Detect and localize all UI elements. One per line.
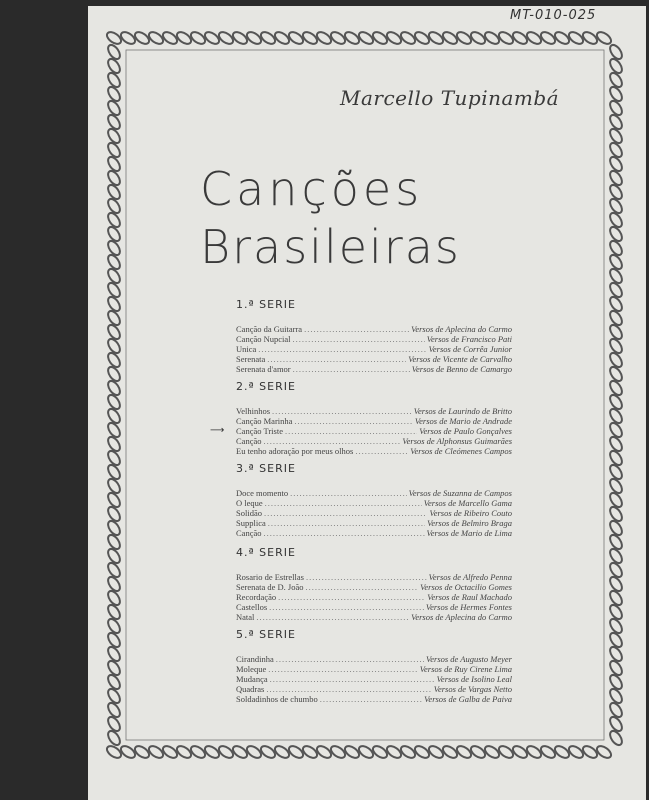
border-link <box>217 30 235 47</box>
border-link <box>203 744 221 761</box>
border-link <box>106 141 123 159</box>
border-link <box>608 169 625 187</box>
border-link <box>427 744 445 761</box>
list-item <box>236 334 512 344</box>
serie-heading: 2.ª SERIE <box>236 380 296 393</box>
verse-author: Versos de Benno de Camargo <box>411 364 512 374</box>
list-item <box>236 694 512 704</box>
list-item <box>236 416 512 426</box>
verse-author: Versos de Corrêa Junior <box>428 344 512 354</box>
border-link <box>106 519 123 537</box>
verse-author: Versos de Mario de Andrade <box>414 416 512 426</box>
border-link <box>413 744 431 761</box>
border-link <box>371 744 389 761</box>
border-link <box>608 43 625 61</box>
song-title: Solidão <box>236 508 262 518</box>
border-link <box>371 30 389 47</box>
list-item <box>236 344 512 354</box>
verse-author: Versos de Paulo Gonçalves <box>419 426 512 436</box>
verse-author: Versos de Suzanna de Campos <box>408 488 512 498</box>
list-item <box>236 572 512 582</box>
border-link <box>608 477 625 495</box>
border-link <box>273 744 291 761</box>
border-link <box>231 744 249 761</box>
border-link <box>608 183 625 201</box>
list-item <box>236 436 512 446</box>
border-link <box>608 337 625 355</box>
border-link <box>608 645 625 663</box>
list-item <box>236 654 512 664</box>
border-link <box>106 505 123 523</box>
border-link <box>105 744 123 761</box>
border-link <box>106 169 123 187</box>
border-link <box>608 491 625 509</box>
border-link <box>106 393 123 411</box>
border-link <box>329 744 347 761</box>
border-link <box>497 30 515 47</box>
border-link <box>608 659 625 677</box>
list-item <box>236 528 512 538</box>
verse-author: Versos de Galba de Paiva <box>424 694 512 704</box>
song-title: Canção Triste <box>236 426 283 436</box>
border-link <box>581 744 599 761</box>
border-link <box>106 421 123 439</box>
border-link <box>147 30 165 47</box>
border-link <box>343 744 361 761</box>
border-link <box>608 561 625 579</box>
song-title: Serenata <box>236 354 266 364</box>
border-link <box>608 225 625 243</box>
border-link <box>608 463 625 481</box>
border-link <box>203 30 221 47</box>
border-link <box>608 281 625 299</box>
list-item <box>236 518 512 528</box>
border-link <box>483 30 501 47</box>
border-link <box>608 379 625 397</box>
catalog-mark: MT-010-025 <box>510 8 597 23</box>
border-link <box>231 30 249 47</box>
border-link <box>608 127 625 145</box>
border-link <box>106 253 123 271</box>
border-link <box>106 477 123 495</box>
border-link <box>455 744 473 761</box>
border-link <box>106 309 123 327</box>
arrow-icon: ⟶ <box>210 425 225 436</box>
song-title: Doce momento <box>236 488 289 498</box>
border-link <box>106 239 123 257</box>
border-link <box>106 281 123 299</box>
border-link <box>608 589 625 607</box>
song-title: Moleque <box>236 664 267 674</box>
verse-author: Versos de Augusto Meyer <box>425 654 512 664</box>
border-link <box>608 603 625 621</box>
page-title-line-2: Brasileiras <box>200 220 461 274</box>
border-link <box>469 30 487 47</box>
song-title: Canção <box>236 528 262 538</box>
border-link <box>106 575 123 593</box>
border-link <box>427 30 445 47</box>
border-link <box>106 127 123 145</box>
border-link <box>106 617 123 635</box>
border-link <box>608 687 625 705</box>
border-link <box>119 30 137 47</box>
border-link <box>106 561 123 579</box>
serie-heading: 1.ª SERIE <box>236 298 296 311</box>
border-link <box>385 744 403 761</box>
song-title: Canção da Guitarra <box>236 324 303 334</box>
song-title: Supplica <box>236 518 266 528</box>
page-title-line-1: Canções <box>200 162 424 216</box>
border-link <box>315 744 333 761</box>
border-link <box>315 30 333 47</box>
song-title: Serenata de D. João <box>236 582 304 592</box>
border-link <box>525 744 543 761</box>
verse-author: Versos de Mario de Lima <box>426 528 512 538</box>
verse-author: Versos de Octacilio Gomes <box>420 582 512 592</box>
border-link <box>189 744 207 761</box>
border-link <box>106 435 123 453</box>
border-link <box>608 57 625 75</box>
list-item <box>236 406 512 416</box>
border-link <box>106 631 123 649</box>
border-link <box>539 30 557 47</box>
border-link <box>106 337 123 355</box>
border-link <box>106 57 123 75</box>
list-item <box>236 488 512 498</box>
list-item <box>236 324 512 334</box>
border-link <box>608 113 625 131</box>
border-link <box>608 365 625 383</box>
verse-author: Versos de Alfredo Penna <box>428 572 512 582</box>
border-link <box>608 701 625 719</box>
border-link <box>106 211 123 229</box>
border-link <box>553 744 571 761</box>
border-link <box>105 30 123 47</box>
song-title: Cirandinha <box>236 654 274 664</box>
border-link <box>343 30 361 47</box>
border-link <box>608 267 625 285</box>
border-link <box>608 421 625 439</box>
border-link <box>608 239 625 257</box>
border-link <box>106 267 123 285</box>
border-link <box>608 309 625 327</box>
border-link <box>106 673 123 691</box>
border-link <box>608 505 625 523</box>
list-item <box>236 612 512 622</box>
border-link <box>595 30 613 47</box>
border-link <box>175 30 193 47</box>
border-link <box>301 30 319 47</box>
list-item <box>236 354 512 364</box>
song-title: Natal <box>236 612 255 622</box>
song-title: Castellos <box>236 602 268 612</box>
border-link <box>217 744 235 761</box>
border-link <box>106 365 123 383</box>
border-link <box>106 225 123 243</box>
border-link <box>147 744 165 761</box>
border-link <box>608 197 625 215</box>
border-link <box>106 589 123 607</box>
border-link <box>608 715 625 733</box>
serie-heading: 5.ª SERIE <box>236 628 296 641</box>
border-link <box>106 85 123 103</box>
border-link <box>608 393 625 411</box>
song-title: O leque <box>236 498 263 508</box>
serie-2 <box>210 380 512 456</box>
border-link <box>106 197 123 215</box>
serie-5 <box>236 628 512 704</box>
verse-author: Versos de Vargas Netto <box>433 684 512 694</box>
border-link <box>608 253 625 271</box>
border-link <box>106 295 123 313</box>
border-link <box>553 30 571 47</box>
list-item <box>236 684 512 694</box>
border-link <box>608 617 625 635</box>
list-item <box>236 674 512 684</box>
border-link <box>106 71 123 89</box>
border-link <box>273 30 291 47</box>
song-title: Canção Marinha <box>236 416 293 426</box>
border-link <box>106 113 123 131</box>
border-link <box>106 547 123 565</box>
border-link <box>259 30 277 47</box>
border-link <box>413 30 431 47</box>
verse-author: Versos de Isolino Leal <box>436 674 512 684</box>
border-link <box>133 30 151 47</box>
border-link <box>106 491 123 509</box>
border-link <box>106 99 123 117</box>
border-link <box>567 30 585 47</box>
border-link <box>441 30 459 47</box>
border-link <box>119 744 137 761</box>
list-item <box>236 592 512 602</box>
author-name: Marcello Tupinambá <box>340 86 560 110</box>
song-title: Canção Nupcial <box>236 334 291 344</box>
border-link <box>608 519 625 537</box>
border-link <box>608 99 625 117</box>
border-link <box>329 30 347 47</box>
serie-1 <box>236 298 512 374</box>
list-item-marked <box>210 425 512 436</box>
border-link <box>469 744 487 761</box>
verse-author: Versos de Alphonsus Guimarães <box>402 436 512 446</box>
border-link <box>161 744 179 761</box>
border-link <box>539 744 557 761</box>
serie-4 <box>236 546 512 622</box>
border-link <box>511 744 529 761</box>
border-link <box>106 715 123 733</box>
song-title: Serenata d'amor <box>236 364 291 374</box>
border-link <box>608 141 625 159</box>
list-item <box>236 446 512 456</box>
list-item <box>236 664 512 674</box>
border-link <box>511 30 529 47</box>
border-link <box>106 701 123 719</box>
border-link <box>399 744 417 761</box>
border-link <box>106 155 123 173</box>
border-link <box>106 43 123 61</box>
border-link <box>455 30 473 47</box>
border-link <box>608 533 625 551</box>
verse-author: Versos de Aplecina do Carmo <box>411 324 512 334</box>
border-link <box>106 645 123 663</box>
border-link <box>133 744 151 761</box>
border-link <box>106 449 123 467</box>
border-link <box>106 603 123 621</box>
song-title: Canção <box>236 436 262 446</box>
border-link <box>106 407 123 425</box>
border-link <box>106 351 123 369</box>
serie-heading: 4.ª SERIE <box>236 546 296 559</box>
song-title: Velhinhos <box>236 406 270 416</box>
border-link <box>525 30 543 47</box>
list-item <box>236 508 512 518</box>
border-link <box>567 744 585 761</box>
border-link <box>106 379 123 397</box>
border-link <box>608 155 625 173</box>
border-link <box>106 463 123 481</box>
serie-heading: 3.ª SERIE <box>236 462 296 475</box>
border-link <box>175 744 193 761</box>
border-link <box>106 659 123 677</box>
list-item <box>236 582 512 592</box>
verse-author: Versos de Ribeiro Couto <box>429 508 512 518</box>
border-link <box>608 323 625 341</box>
border-link <box>385 30 403 47</box>
border-link <box>287 30 305 47</box>
border-link <box>357 744 375 761</box>
border-link <box>608 71 625 89</box>
verse-author: Versos de Raul Machado <box>427 592 512 602</box>
border-link <box>608 435 625 453</box>
song-title: Quadras <box>236 684 265 694</box>
border-link <box>106 183 123 201</box>
border-link <box>608 211 625 229</box>
border-link <box>483 744 501 761</box>
border-link <box>608 295 625 313</box>
border-link <box>301 744 319 761</box>
border-link <box>259 744 277 761</box>
verse-author: Versos de Hermes Fontes <box>425 602 512 612</box>
border-link <box>608 575 625 593</box>
border-link <box>608 407 625 425</box>
song-title: Recordação <box>236 592 277 602</box>
verse-author: Versos de Aplecina do Carmo <box>411 612 512 622</box>
border-link <box>608 631 625 649</box>
border-link <box>189 30 207 47</box>
verse-author: Versos de Ruy Cirene Lima <box>419 664 512 674</box>
serie-3 <box>236 462 512 538</box>
border-link <box>245 30 263 47</box>
border-link <box>497 744 515 761</box>
verse-author: Versos de Cleómenes Campos <box>410 446 512 456</box>
border-link <box>357 30 375 47</box>
border-link <box>608 673 625 691</box>
song-title: Unica <box>236 344 257 354</box>
border-link <box>608 729 625 747</box>
border-link <box>608 85 625 103</box>
border-link <box>441 744 459 761</box>
song-title: Mudança <box>236 674 268 684</box>
verse-author: Versos de Vicente de Carvalho <box>408 354 512 364</box>
border-link <box>106 533 123 551</box>
song-title: Soldadinhos de chumbo <box>236 694 318 704</box>
list-item <box>236 364 512 374</box>
border-link <box>106 687 123 705</box>
song-title: Eu tenho adoração por meus olhos <box>236 446 354 456</box>
border-link <box>106 729 123 747</box>
border-link <box>595 744 613 761</box>
verse-author: Versos de Francisco Pati <box>426 334 512 344</box>
border-link <box>581 30 599 47</box>
list-item <box>236 602 512 612</box>
border-link <box>608 449 625 467</box>
border-link <box>287 744 305 761</box>
border-link <box>399 30 417 47</box>
border-link <box>608 547 625 565</box>
verse-author: Versos de Marcello Gama <box>423 498 512 508</box>
border-link <box>106 323 123 341</box>
border-link <box>161 30 179 47</box>
verse-author: Versos de Belmiro Braga <box>427 518 512 528</box>
song-title: Rosario de Estrellas <box>236 572 304 582</box>
border-link <box>608 351 625 369</box>
verse-author: Versos de Laurindo de Britto <box>413 406 512 416</box>
list-item <box>236 498 512 508</box>
border-link <box>245 744 263 761</box>
